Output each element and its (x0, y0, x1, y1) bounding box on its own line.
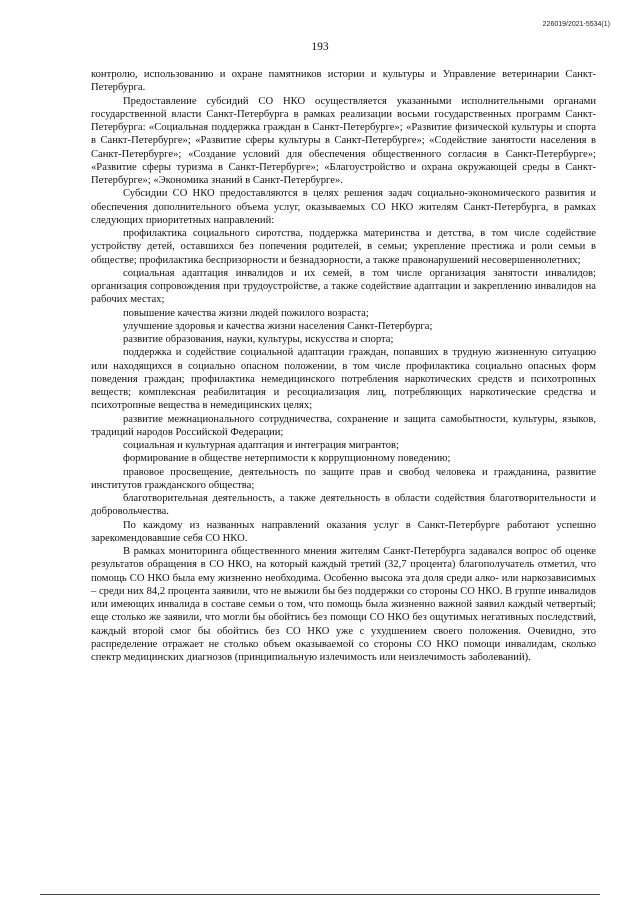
list-item: правовое просвещение, деятельность по защите прав и свобод человека и гражданина, развитие институтов гражданского общества; (91, 466, 596, 491)
paragraph: В рамках мониторинга общественного мнения жителям Санкт-Петербурга задавался вопрос об оценке результатов обращения в СО НКО, на который каждый третий (32,7 процента) благополучатель отметил, что помощь СО НКО была ему жизненно необходима. Особенно высока эта доля среди алко- или наркозависимых – среди них 84,2 процента заявили, что не выжили бы без поддержки со стороны СО НКО. В группе инвалидов или имеющих инвалида в составе семьи о том, что помощь была жизненно важной заявил каждый четвертый; еще столько же заявили, что могли бы обойтись без помощи СО НКО без ощутимых негативных последствий, каждый второй смог бы обойтись без СО НКО уже с ухудшением своего положения. Очевидно, это распределение отражает не столько объем оказываемой со стороны СО НКО помощи инвалидам, сколько спектр медицинских диагнозов (принципиальную излечимость или неизлечимость заболеваний). (91, 546, 596, 663)
list-item: формирование в обществе нетерпимости к коррупционному поведению; (123, 453, 451, 465)
list-item: развитие межнационального сотрудничества, сохранение и защита самобытности, культуры, языков, традиций народов Российской Федерации; (91, 413, 596, 438)
list-item: повышение качества жизни людей пожилого возраста; (123, 307, 369, 319)
list-item: социальная и культурная адаптация и интеграция мигрантов; (123, 440, 399, 451)
paragraph: Предоставление субсидий СО НКО осуществляется указанными исполнительными органами государственной власти Санкт-Петербурга в рамках реализации восьми государственных программ Санкт-Петербурга: «Социальная поддержка граждан в Санкт-Петербурге»; «Развитие физической культуры и спорта в Санкт-Петербурге»; «Развитие сферы культуры в Санкт-Петербурге»; «Содействие занятости населения в Санкт-Петербурге»; «Создание условий для обеспечения общественного согласия в Санкт-Петербурге»; «Развитие сферы туризма в Санкт-Петербурге»; «Благоустройство и охрана окружающей среды в Санкт-Петербурге»; «Экономика знаний в Санкт-Петербурге». (91, 95, 596, 186)
document-id: 226019/2021-5534(1) (542, 21, 610, 28)
list-item: благотворительная деятельность, а также деятельность в области содействия благотворительности и добровольчества. (91, 493, 596, 518)
document-body (91, 68, 596, 664)
page-number: 193 (311, 41, 329, 53)
paragraph: Субсидии СО НКО предоставляются в целях решения задач социально-экономического развития и обеспечения дополнительного объема услуг, оказываемых СО НКО жителям Санкт-Петербурга, в рамках следующих приоритетных направлений: (91, 188, 596, 226)
list-item: профилактика социального сиротства, поддержка материнства и детства, в том числе содействие устройству детей, оставшихся без попечения родителей, в семьи; укрепление престижа и роли семьи в обществе; профилактика беспризорности и безнадзорности, а также правонарушений несовершеннолетних; (91, 228, 596, 266)
list-item: социальная адаптация инвалидов и их семей, в том числе организация занятости инвалидов; организация сопровождения при трудоустройстве, а также содействие адаптации и закреплению инвалидов на рабочих местах; (91, 267, 596, 306)
list-item: улучшение здоровья и качества жизни населения Санкт-Петербурга; (123, 320, 433, 332)
list-item: поддержка и содействие социальной адаптации граждан, попавших в трудную жизненную ситуацию или находящихся в социально опасном положении, в том числе профилактика социально опасных форм поведения граждан; профилактика немедицинского потребления наркотических средств и психотропных веществ; комплексная реабилитация и ресоциализация лиц, потребляющих наркотические средства и психотропные вещества в немедицинских целях; (91, 347, 596, 412)
paragraph: контролю, использованию и охране памятников истории и культуры и Управление ветеринарии Санкт-Петербурга. (91, 69, 596, 94)
bottom-border-line (40, 894, 600, 895)
list-item: развитие образования, науки, культуры, искусства и спорта; (123, 334, 394, 345)
paragraph: По каждому из названных направлений оказания услуг в Санкт-Петербурге работают успешно зарекомендовавшие себя СО НКО. (91, 519, 596, 544)
